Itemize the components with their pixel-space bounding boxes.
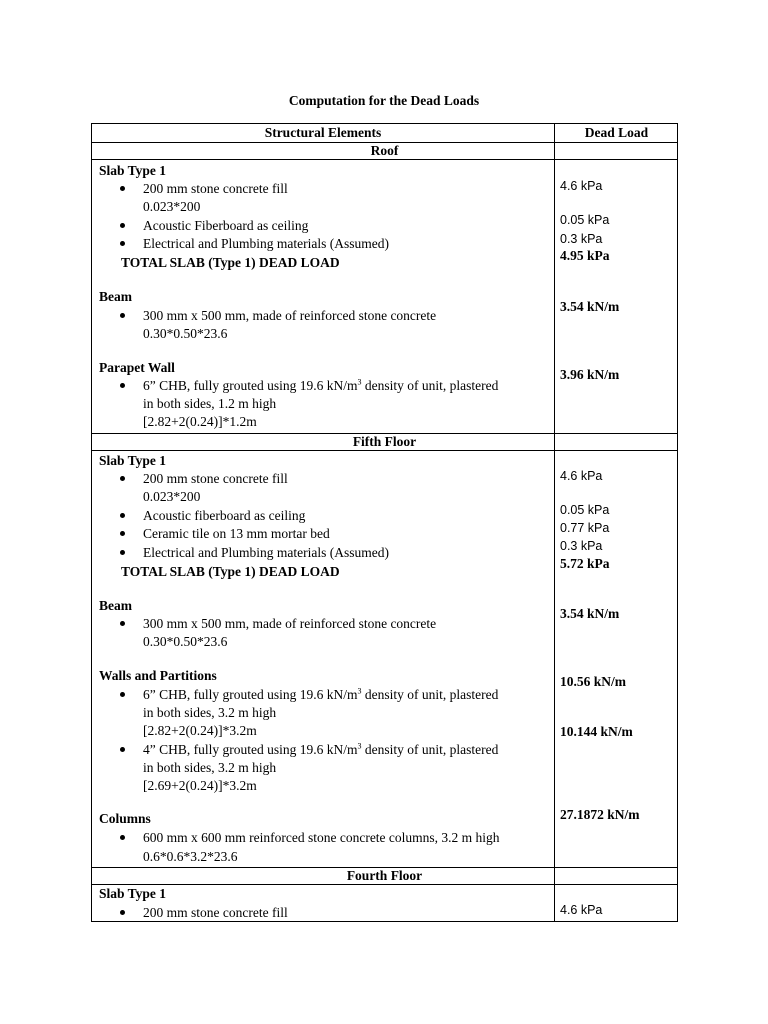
fifth-columns-title: Columns [99,811,151,826]
fourth-slab-title: Slab Type 1 [99,886,167,901]
roof-slab-value: 0.3 kPa [560,232,603,246]
list-item: 600 mm x 600 mm reinforced stone concrete columns, 3.2 m high [143,830,500,845]
list-item-formula: 0.30*0.50*23.6 [143,326,228,341]
fifth-slab-value: 4.6 kPa [560,469,603,483]
header-structural-elements: Structural Elements [264,125,382,140]
fifth-slab-total-label: TOTAL SLAB (Type 1) DEAD LOAD [121,564,340,579]
fifth-walls-title: Walls and Partitions [99,668,217,683]
section-heading-fourth-floor: Fourth Floor [346,868,423,883]
fifth-slab-value: 0.05 kPa [560,503,610,517]
list-item-formula: [2.82+2(0.24)]*1.2m [143,414,257,429]
roof-beam-title: Beam [99,289,132,304]
list-item: 200 mm stone concrete fill [143,181,288,196]
roof-parapet-value: 3.96 kN/m [560,367,620,382]
list-item: 200 mm stone concrete fill [143,905,288,920]
fifth-slab-value: 0.77 kPa [560,521,610,535]
list-item-continuation: in both sides, 3.2 m high [143,705,277,720]
list-item: Electrical and Plumbing materials (Assumed) [143,236,389,251]
fifth-slab-total-value: 5.72 kPa [560,556,610,571]
fifth-slab-value: 0.3 kPa [560,539,603,553]
roof-slab-value: 0.05 kPa [560,213,610,227]
fifth-slab-title: Slab Type 1 [99,453,167,468]
list-item-continuation: in both sides, 1.2 m high [143,396,277,411]
list-item-formula: 0.6*0.6*3.2*23.6 [143,849,238,864]
list-item-continuation: in both sides, 3.2 m high [143,760,277,775]
list-item: Acoustic Fiberboard as ceiling [143,218,309,233]
roof-slab-total-label: TOTAL SLAB (Type 1) DEAD LOAD [121,255,340,270]
list-item-formula: 0.023*200 [143,489,201,504]
column-divider [554,124,555,921]
list-item: Acoustic fiberboard as ceiling [143,508,306,523]
list-item: 200 mm stone concrete fill [143,471,288,486]
list-item-formula: [2.69+2(0.24)]*3.2m [143,778,257,793]
roof-parapet-title: Parapet Wall [99,360,175,375]
roof-beam-value: 3.54 kN/m [560,299,620,314]
list-item: 300 mm x 500 mm, made of reinforced stone concrete [143,616,437,631]
fourth-slab-value: 4.6 kPa [560,903,603,917]
list-item: Ceramic tile on 13 mm mortar bed [143,526,330,541]
section-heading-roof: Roof [370,143,399,158]
list-item-formula: 0.023*200 [143,199,201,214]
fifth-beam-value: 3.54 kN/m [560,606,620,621]
section-heading-fifth-floor: Fifth Floor [352,434,417,449]
list-item-formula: [2.82+2(0.24)]*3.2m [143,723,257,738]
list-item: 4” CHB, fully grouted using 19.6 $kN/m^3$ density of unit, plastered [143,741,499,757]
roof-slab-total-value: 4.95 kPa [560,248,610,263]
fifth-walls-6in-value: 10.56 kN/m [560,674,627,689]
document-title: Computation for the Dead Loads [288,93,480,108]
list-item: 6” CHB, fully grouted using 19.6 $kN/m^3$ density of unit, plastered [143,377,499,393]
roof-slab-value: 4.6 kPa [560,179,603,193]
list-item: 6” CHB, fully grouted using 19.6 $kN/m^3$ density of unit, plastered [143,686,499,702]
header-dead-load: Dead Load [584,125,649,140]
dead-load-table [91,123,678,922]
roof-slab-title: Slab Type 1 [99,163,167,178]
fifth-beam-title: Beam [99,598,132,613]
list-item-formula: 0.30*0.50*23.6 [143,634,228,649]
list-item: 300 mm x 500 mm, made of reinforced stone concrete [143,308,437,323]
list-item: Electrical and Plumbing materials (Assumed) [143,545,389,560]
fifth-columns-value: 27.1872 kN/m [560,807,640,822]
fifth-walls-4in-value: 10.144 kN/m [560,724,633,739]
